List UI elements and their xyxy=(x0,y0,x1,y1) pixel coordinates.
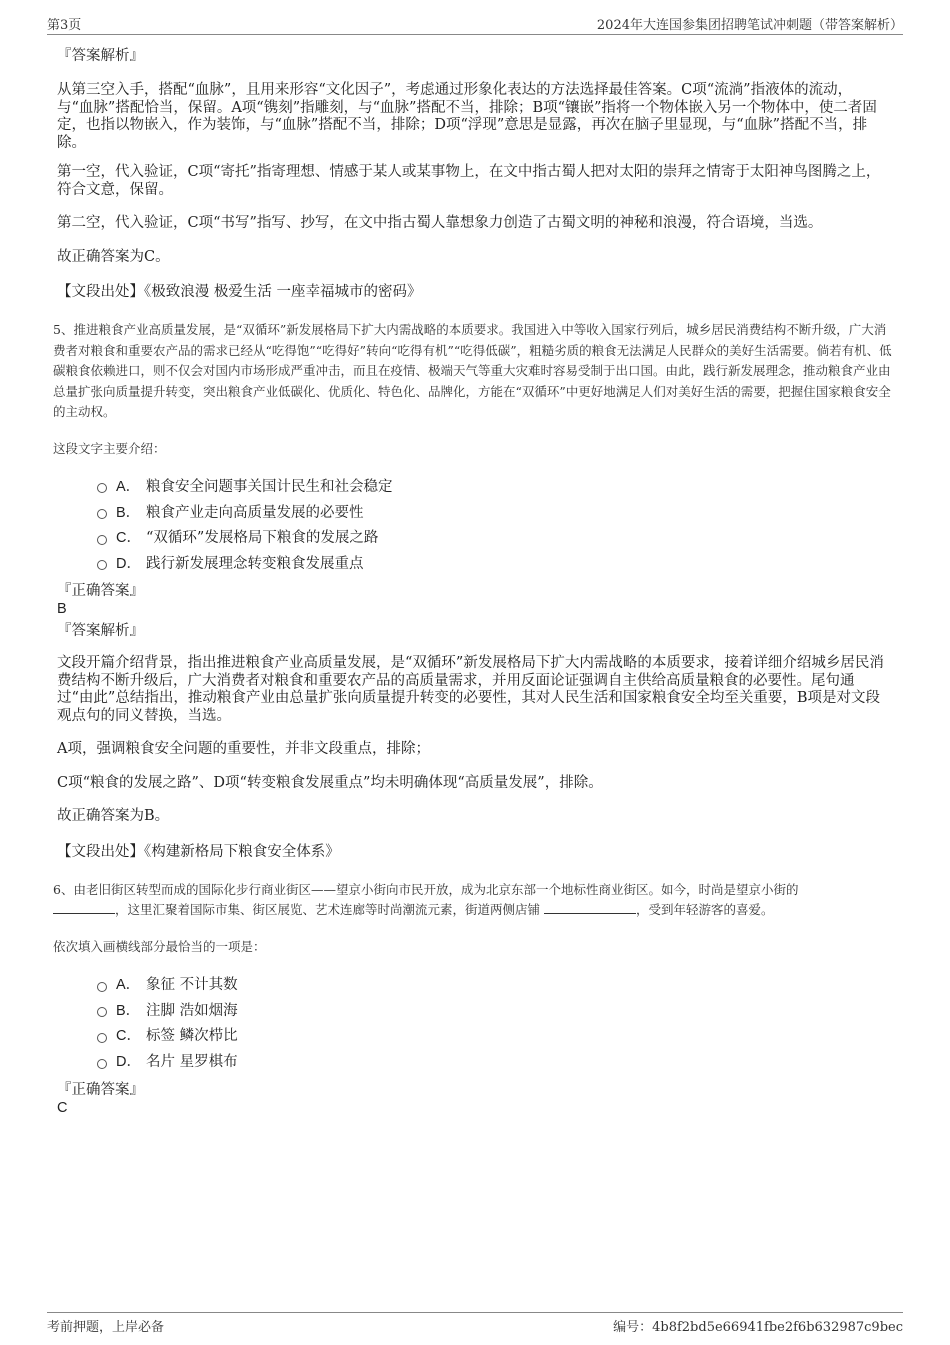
radio-icon[interactable] xyxy=(97,982,107,992)
option-letter: A． xyxy=(116,478,141,495)
page-footer xyxy=(47,1312,903,1337)
option-letter: B． xyxy=(116,1002,141,1019)
option-text: 名片 星罗棋布 xyxy=(146,1054,238,1071)
q5-analysis-para-2: A项，强调粮食安全问题的重要性，并非文段重点，排除； xyxy=(57,741,430,758)
q5-option-d[interactable] xyxy=(97,550,897,576)
q5-source: 【文段出处】《构建新格局下粮食安全体系》 xyxy=(57,843,340,860)
q6-answer: C xyxy=(57,1099,68,1116)
q4-source: 【文段出处】《极致浪漫 极爱生活 一座幸福城市的密码》 xyxy=(57,284,422,300)
q6-options xyxy=(57,971,897,1074)
q5-answer: B xyxy=(57,601,67,618)
page-content xyxy=(53,44,897,1117)
q6-text-part-1: 6、由老旧街区转型而成的国际化步行商业街区——望京小街向市民开放，成为北京东部一个地标性商业街区。如今，时尚是望京小街的 xyxy=(53,881,799,897)
option-letter: D． xyxy=(116,1054,141,1071)
option-text: 粮食安全问题事关国计民生和社会稳定 xyxy=(146,478,393,495)
q5-answer-label: 『正确答案』 xyxy=(57,583,144,600)
q5-options xyxy=(57,473,897,576)
option-letter: D． xyxy=(116,555,141,572)
q5-analysis-conclusion: 故正确答案为B。 xyxy=(57,808,170,825)
q6-option-a[interactable] xyxy=(97,971,897,997)
radio-icon[interactable] xyxy=(97,1033,107,1043)
q6-answer-label: 『正确答案』 xyxy=(57,1081,144,1098)
radio-icon[interactable] xyxy=(97,560,107,570)
option-text: 注脚 浩如烟海 xyxy=(146,1002,238,1019)
radio-icon[interactable] xyxy=(97,1007,107,1017)
q4-analysis-para-1: 从第三空入手，搭配“血脉”，且用来形容“文化因子”，考虑通过形象化表达的方法选择最佳答案。C项“流淌”指液体的流动，与“血脉”搭配恰当，保留。A项“镌刻”指雕刻，与“血脉”搭配不当，排除；B项“镶嵌”指将一个物体嵌入另一个物体中，使二者固定，也指以物嵌入，作为装饰，与“血脉”搭配不当，排除；D项“浮现”意思是显露，再次在脑子里显现，与“血脉”搭配不当，排除。 xyxy=(57,82,877,151)
radio-icon[interactable] xyxy=(97,509,107,519)
page-header xyxy=(47,12,903,35)
radio-icon[interactable] xyxy=(97,535,107,545)
q4-analysis-label: 『答案解析』 xyxy=(57,48,144,64)
document-title: 2024年大连国参集团招聘笔试冲刺题（带答案解析） xyxy=(596,18,903,33)
q6-prompt: 依次填入画横线部分最恰当的一项是： xyxy=(53,938,266,954)
q4-analysis-para-3: 第二空，代入验证，C项“书写”指写、抄写，在文中指古蜀人靠想象力创造了古蜀文明的神秘和浪漫，符合语境，当选。 xyxy=(57,215,823,231)
q5-option-c[interactable] xyxy=(97,524,897,550)
q5-option-a[interactable] xyxy=(97,473,897,499)
q6-text-part-2: ，这里汇聚着国际市集、街区展览、艺术连廊等时尚潮流元素，街道两侧店铺 xyxy=(115,902,541,918)
q5-prompt: 这段文字主要介绍： xyxy=(53,440,166,456)
q4-analysis-conclusion: 故正确答案为C。 xyxy=(57,248,170,265)
footer-slogan: 考前押题，上岸必备 xyxy=(47,1320,165,1335)
option-text: 践行新发展理念转变粮食发展重点 xyxy=(146,555,364,572)
q6-text-part-3: ，受到年轻游客的喜爱。 xyxy=(636,902,774,918)
radio-icon[interactable] xyxy=(97,483,107,493)
option-text: “双循环”发展格局下粮食的发展之路 xyxy=(146,530,379,547)
q6-blank-2 xyxy=(544,901,636,914)
q6-option-c[interactable] xyxy=(97,1022,897,1048)
option-text: 粮食产业走向高质量发展的必要性 xyxy=(146,504,364,521)
q6-question-text xyxy=(53,880,897,921)
q5-analysis-label: 『答案解析』 xyxy=(57,623,144,640)
q5-analysis-para-1: 文段开篇介绍背景，指出推进粮食产业高质量发展，是“双循环”新发展格局下扩大内需战略的本质要求，接着详细介绍城乡居民消费结构不断升级后，广大消费者对粮食和重要农产品的高质量需求，并用反面论证强调自主供给高质量粮食的必要性。尾句通过“由此”总结指出，推动粮食产业由总量扩张向质量提升转变的必要性，其对人民生活和国家粮食安全均至关重要，B项是对文段观点句的同义替换，当选。 xyxy=(57,655,884,724)
q5-option-b[interactable] xyxy=(97,498,897,524)
q6-option-b[interactable] xyxy=(97,996,897,1022)
q4-analysis-para-2: 第一空，代入验证，C项“寄托”指寄理想、情感于某人或某事物上，在文中指古蜀人把对太阳的崇拜之情寄于太阳神鸟图腾之上，符合文意，保留。 xyxy=(57,164,881,198)
document-id: 编号：4b8f2bd5e66941fbe2f6b632987c9bec xyxy=(613,1320,903,1335)
option-text: 标签 鳞次栉比 xyxy=(146,1028,238,1045)
option-text: 象征 不计其数 xyxy=(146,977,238,994)
option-letter: B． xyxy=(116,504,141,521)
option-letter: C． xyxy=(116,530,141,547)
option-letter: A． xyxy=(116,977,141,994)
q5-question-text: 5、推进粮食产业高质量发展，是“双循环”新发展格局下扩大内需战略的本质要求。我国进入中等收入国家行列后，城乡居民消费结构不断升级，广大消费者对粮食和重要农产品的需求已经从“吃得饱”“吃得好”转向“吃得有机”“吃得低碳”，粗糙劣质的粮食无法满足人民群众的美好生活需要。倘若有机、低碳粮食依赖进口，则不仅会对国内市场形成严重冲击，而且在疫情、极端天气等重大灾难时容易受制于出口国。由此，践行新发展理念，推动粮食产业由总量扩张向质量提升转变，突出粮食产业低碳化、优质化、特色化、品牌化，方能在“双循环”中更好地满足人们对美好生活的需要，把握住国家粮食安全的主动权。 xyxy=(53,322,892,419)
radio-icon[interactable] xyxy=(97,1059,107,1069)
page-number: 第3页 xyxy=(47,18,82,33)
option-letter: C． xyxy=(116,1028,141,1045)
q6-blank-1 xyxy=(53,901,115,914)
q6-option-d[interactable] xyxy=(97,1048,897,1074)
q5-analysis-para-3: C项“粮食的发展之路”、D项“转变粮食发展重点”均未明确体现“高质量发展”，排除。 xyxy=(57,774,603,791)
